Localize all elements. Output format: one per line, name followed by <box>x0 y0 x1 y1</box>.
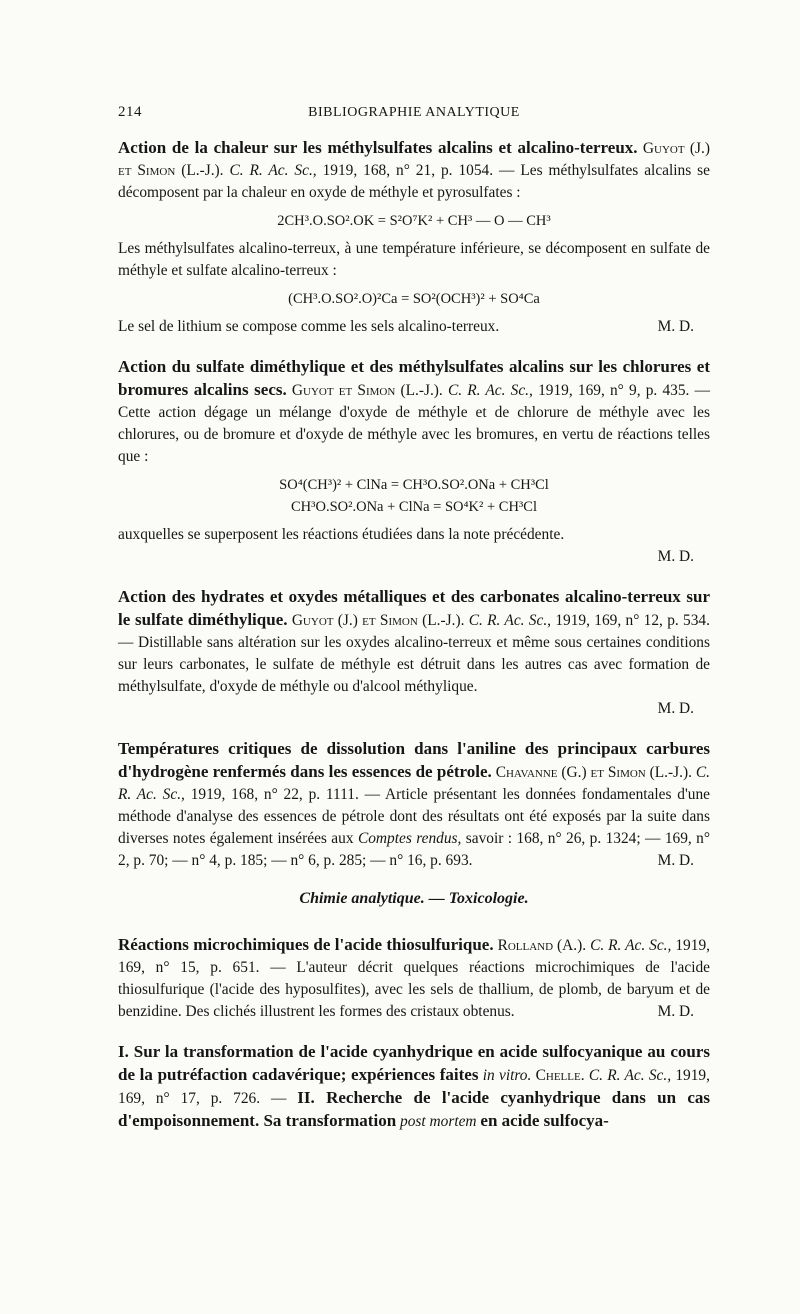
entry-journal: C. R. Ac. Sc., <box>447 382 533 399</box>
entry-title: Action de la chaleur sur les méthylsulfates alcalins et alcalino-terreux. <box>118 138 638 157</box>
entry-text: Le sel de lithium se compose comme les sels alcalino-terreux. <box>118 318 500 335</box>
entry-citation: 1919, 169, n° 12, p. 534. <box>555 612 710 629</box>
entry-signature: M. D. <box>657 1003 694 1020</box>
bibliography-entry <box>118 137 710 338</box>
entry-citation: 1919, 168, n° 22, p. 1111. <box>190 786 359 803</box>
entry-signature: M. D. <box>657 700 694 717</box>
entry-citation: 1919, 169, n° 15, p. 651. <box>118 937 710 976</box>
running-header <box>118 104 710 121</box>
section-title: Chimie analytique. — Toxicologie. <box>299 890 529 907</box>
entry-text: — Distillable sans altération sur les oxydes alcalino-terreux et même sous certaines conditions sur leurs carbonates, le sulfate de méthyle est détruit dans les autres cas avec formation de méthylsulfate, d'oxyde de méthyle ou d'alcool méthylique. <box>118 634 710 695</box>
bibliography-entry <box>118 356 710 568</box>
entry-text: — Article présentant les données fondamentales d'une méthode d'analyse des essences de pétrole dont des résultats ont été exposés par la suite dans diverses notes également insérées aux <box>118 786 710 847</box>
entry-text: Les méthylsulfates alcalino-terreux, à une température inférieure, se décomposent en sulfate de méthyle et sulfate alcalino-terreux : <box>118 240 710 279</box>
entry-signature: M. D. <box>657 548 694 565</box>
entry-text: — L'auteur décrit quelques réactions microchimiques de l'acide thiosulfurique (l'acide des hyposulfites), avec les sels de thallium, de plomb, de baryum et de benzidine. Des clichés illustrent les formes des cristaux obtenus. <box>118 959 710 1020</box>
page-number: 214 <box>118 104 142 120</box>
entry-text: — Les méthylsulfates alcalins se décomposent par la chaleur en oxyde de méthyle et pyrosulfates : <box>118 162 710 201</box>
entry-authors: Chelle. <box>535 1067 585 1084</box>
entry-authors: Rolland (A.). <box>497 937 587 954</box>
bibliography-entry <box>118 1041 710 1133</box>
entry-journal: C. R. Ac. Sc., <box>229 162 317 179</box>
bibliography-entry <box>118 934 710 1023</box>
entry-title: Action des hydrates et oxydes métalliques et des carbonates alcalino-terreux sur le sulfate diméthylique. <box>118 587 710 629</box>
chemical-equation: 2CH³.O.SO².OK = S²O⁷K² + CH³ — O — CH³ <box>277 213 551 229</box>
entry-paragraph <box>118 316 710 338</box>
entry-citation: 1919, 169, n° 17, p. 726. — <box>118 1067 710 1107</box>
entry-authors: Guyot (J.) et Simon (L.-J.). <box>118 140 710 179</box>
entry-authors: Guyot et Simon (L.-J.). <box>291 382 443 399</box>
entry-journal: C. R. Ac. Sc., <box>118 764 710 803</box>
entry-title: Action du sulfate diméthylique et des méthylsulfates alcalins sur les chlorures et bromures alcalins secs. <box>118 357 710 399</box>
entry-text: auxquelles se superposent les réactions étudiées dans la note précédente. <box>118 526 565 543</box>
chemical-equation: SO⁴(CH³)² + ClNa = CH³O.SO².ONa + CH³Cl <box>279 477 549 493</box>
entry-paragraph <box>118 586 710 698</box>
entry-authors: Chavanne (G.) et Simon (L.-J.). <box>495 764 692 781</box>
entry-journal: C. R. Ac. Sc., <box>588 1067 672 1084</box>
entry-title: Réactions microchimiques de l'acide thiosulfurique. <box>118 935 494 954</box>
chemical-equation: CH³O.SO².ONa + ClNa = SO⁴K² + CH³Cl <box>291 499 537 515</box>
running-title: BIBLIOGRAPHIE ANALYTIQUE <box>308 105 520 120</box>
entry-latin-term: post mortem <box>400 1113 477 1130</box>
entry-citation: 1919, 168, n° 21, p. 1054. <box>322 162 494 179</box>
entry-authors: Guyot (J.) et Simon (L.-J.). <box>291 612 465 629</box>
entry-journal-ref: Comptes rendus, <box>357 830 462 847</box>
bibliography-entry <box>118 738 710 872</box>
entry-citation: 1919, 169, n° 9, p. 435. <box>538 382 690 399</box>
bibliography-entry <box>118 586 710 720</box>
chemical-equation: (CH³.O.SO².O)²Ca = SO²(OCH³)² + SO⁴Ca <box>288 291 540 307</box>
text-column <box>118 104 710 1151</box>
entry-title: Températures critiques de dissolution dans l'aniline des principaux carbures d'hydrogène renfermés dans les essences de pétrole. <box>118 739 710 781</box>
entry-paragraph <box>118 1041 710 1133</box>
entry-title: I. Sur la transformation de l'acide cyanhydrique en acide sulfocyanique au cours de la putréfaction cadavérique; expériences faites <box>118 1042 710 1084</box>
entry-title: II. Recherche de l'acide cyanhydrique dans un cas d'empoisonnement. Sa transformation <box>118 1088 710 1130</box>
entry-paragraph <box>118 137 710 204</box>
entry-latin-term: in vitro. <box>482 1067 532 1084</box>
entry-signature: M. D. <box>657 318 694 335</box>
entry-text: savoir : 168, n° 26, p. 1324; — 169, n° 2, p. 70; — n° 4, p. 185; — n° 6, p. 285; — n° 16, p. 693. <box>118 830 710 869</box>
entry-journal: C. R. Ac. Sc., <box>590 937 672 954</box>
entry-signature: M. D. <box>657 852 694 869</box>
entry-text: — Cette action dégage un mélange d'oxyde de méthyle et de chlorure de méthyle avec les chlorures, ou de bromure et d'oxyde de méthyle avec les bromures, en vertu de réactions telles que : <box>118 382 710 465</box>
entry-title: en acide sulfocya- <box>480 1111 609 1130</box>
entry-paragraph <box>118 356 710 468</box>
entry-journal: C. R. Ac. Sc., <box>468 612 552 629</box>
